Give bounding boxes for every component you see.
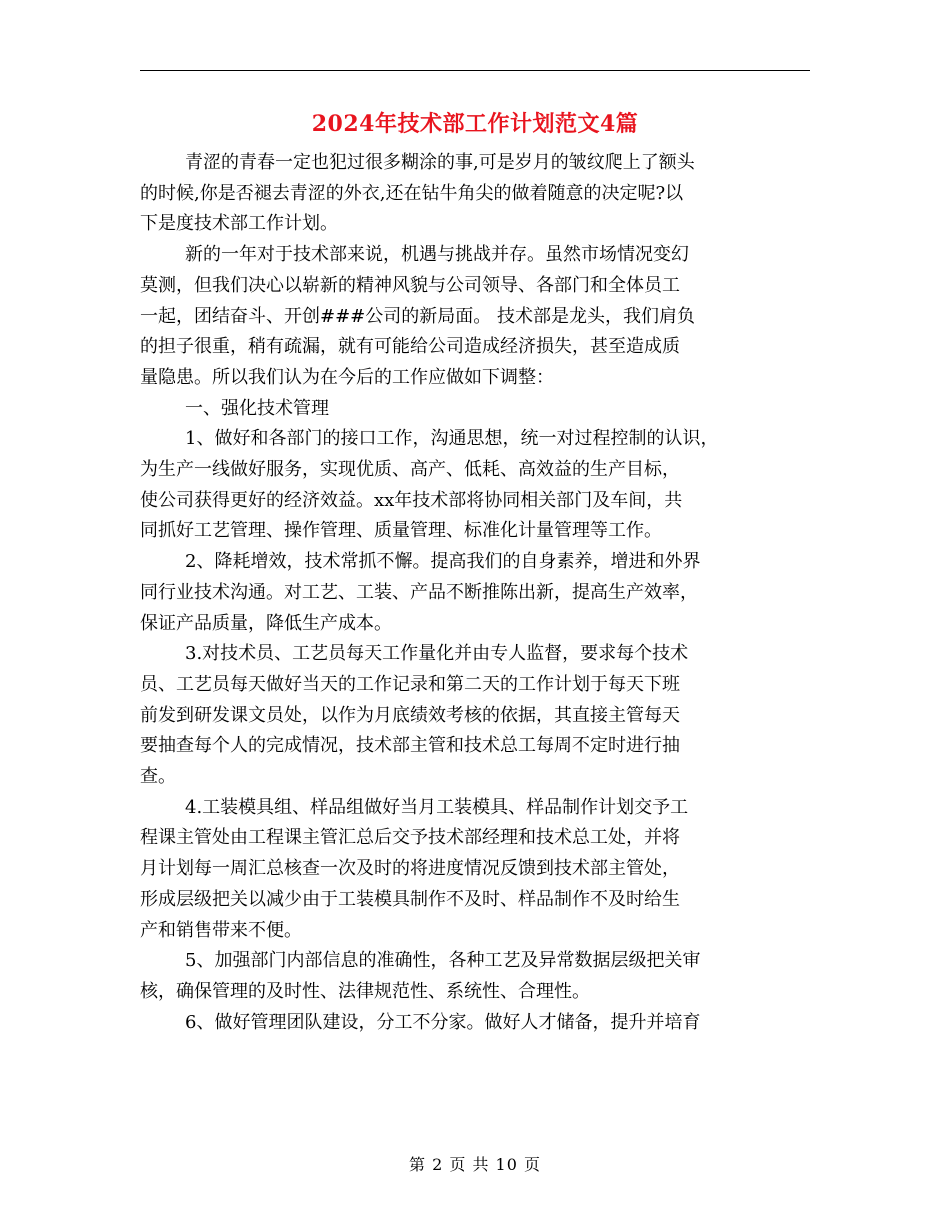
text-line: 一起，团结奋斗、开创###公司的新局面。 技术部是龙头，我们肩负: [140, 305, 695, 327]
text-line: 一、强化技术管理: [185, 397, 329, 419]
text-line: 使公司获得更好的经济效益。xx年技术部将协同相关部门及车间，共: [140, 489, 683, 511]
text-line: 员、工艺员每天做好当天的工作记录和第二天的工作计划于每天下班: [140, 673, 680, 695]
document-body: [140, 148, 810, 1038]
text-line: 3.对技术员、工艺员每天工作量化并由专人监督，要求每个技术: [185, 643, 689, 665]
text-line: 核，确保管理的及时性、法律规范性、系统性、合理性。: [140, 980, 590, 1002]
header-rule: [140, 70, 810, 71]
text-line: 1、做好和各部门的接口工作，沟通思想，统一对过程控制的认识，: [185, 428, 719, 450]
text-line: 为生产一线做好服务，实现优质、高产、低耗、高效益的生产目标，: [140, 459, 680, 481]
page-footer: 第 2 页 共 10 页: [409, 1155, 541, 1174]
document-title: 2024年技术部工作计划范文4篇: [311, 111, 639, 137]
text-line: 2、降耗增效，技术常抓不懈。提高我们的自身素养，增进和外界: [185, 551, 701, 573]
text-line: 新的一年对于技术部来说，机遇与挑战并存。虽然市场情况变幻: [185, 244, 689, 266]
text-line: 6、做好管理团队建设，分工不分家。做好人才储备，提升并培育: [185, 1011, 701, 1033]
text-line: 形成层级把关以减少由于工装模具制作不及时、样品制作不及时给生: [140, 888, 680, 910]
text-line: 的时候,你是否褪去青涩的外衣,还在钻牛角尖的做着随意的决定呢?以: [140, 182, 684, 204]
text-line: 程课主管处由工程课主管汇总后交予技术部经理和技术总工处，并将: [140, 827, 680, 849]
text-line: 同抓好工艺管理、操作管理、质量管理、标准化计量管理等工作。: [140, 520, 662, 542]
text-line: 4.工装模具组、样品组做好当月工装模具、样品制作计划交予工: [185, 796, 689, 818]
text-line: 青涩的青春一定也犯过很多糊涂的事,可是岁月的皱纹爬上了额头: [185, 152, 695, 173]
text-line: 莫测，但我们决心以崭新的精神风貌与公司领导、各部门和全体员工: [140, 274, 680, 296]
text-line: 的担子很重，稍有疏漏，就有可能给公司造成经济损失，甚至造成质: [140, 336, 680, 358]
text-line: 5、加强部门内部信息的准确性，各种工艺及异常数据层级把关审: [185, 950, 701, 972]
text-line: 量隐患。所以我们认为在今后的工作应做如下调整：: [140, 366, 554, 388]
text-line: 保证产品质量，降低生产成本。: [140, 612, 392, 634]
text-line: 月计划每一周汇总核查一次及时的将进度情况反馈到技术部主管处，: [140, 858, 680, 880]
text-line: 同行业技术沟通。对工艺、工装、产品不断推陈出新，提高生产效率，: [140, 581, 698, 603]
text-line: 要抽查每个人的完成情况，技术部主管和技术总工每周不定时进行抽: [140, 735, 680, 757]
text-line: 产和销售带来不便。: [140, 919, 302, 941]
text-line: 查。: [140, 766, 176, 788]
text-line: 下是度技术部工作计划。: [140, 213, 338, 235]
text-line: 前发到研发课文员处，以作为月底绩效考核的依据，其直接主管每天: [140, 704, 680, 726]
